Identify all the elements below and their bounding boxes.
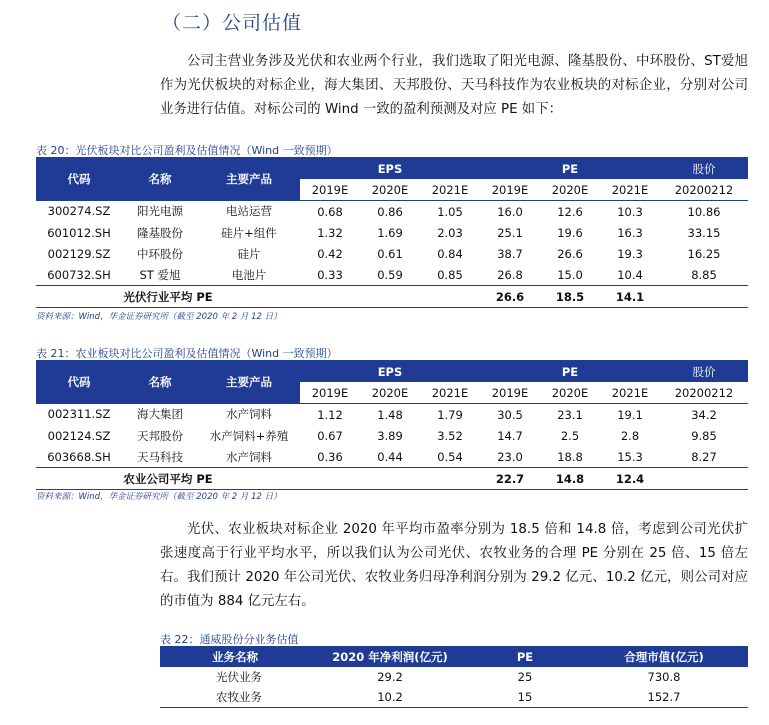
cell-product: 水产饲料+养殖 bbox=[209, 428, 289, 443]
table-row bbox=[36, 201, 748, 223]
cell-name: 阳光电源 bbox=[137, 204, 183, 219]
table22-header-segment: 业务名称 bbox=[160, 647, 310, 667]
average-pe: 26.6 bbox=[480, 286, 540, 308]
table21-header-name: 名称 bbox=[122, 361, 198, 404]
table21-year: 2021E bbox=[420, 382, 480, 404]
table21-header-price: 股价 bbox=[660, 361, 748, 382]
cell-value: 9.85 bbox=[691, 428, 717, 443]
cell-product: 电池片 bbox=[231, 267, 267, 282]
table21-header-pe: PE bbox=[480, 361, 660, 382]
cell-product: 硅片+组件 bbox=[221, 225, 277, 240]
cell-value: 2.8 bbox=[620, 428, 640, 443]
cell-value: 730.8 bbox=[647, 670, 681, 684]
average-label: 光伏行业平均 PE bbox=[36, 286, 300, 308]
table21-year: 2020E bbox=[540, 382, 600, 404]
cell-name: 天马科技 bbox=[137, 449, 183, 464]
cell-code: 603668.SH bbox=[47, 449, 111, 464]
table20-year: 2020E bbox=[540, 179, 600, 201]
table20-average-row bbox=[36, 286, 748, 308]
cell-value: 15.0 bbox=[557, 267, 583, 282]
average-pe: 14.8 bbox=[540, 468, 600, 490]
cell-value: 0.36 bbox=[317, 449, 343, 464]
cell-code: 002124.SZ bbox=[47, 428, 111, 443]
table-row bbox=[36, 222, 748, 243]
intro-paragraph: 公司主营业务涉及光伏和农业两个行业，我们选取了阳光电源、隆基股份、中环股份、ST爱旭作为光伏板块的对标企业，海大集团、天邦股份、天马科技作为农业板块的对标企业，分别对公司业务进行估值。对标公司的 Wind 一致的盈利预测及对应 PE 如下： bbox=[160, 54, 748, 117]
cell-value: 8.27 bbox=[691, 449, 717, 464]
table-row bbox=[160, 687, 748, 708]
table20-header-eps: EPS bbox=[300, 158, 480, 179]
table20-header-pe: PE bbox=[480, 158, 660, 179]
section-title: （二）公司估值 bbox=[162, 12, 303, 34]
cell-value: 23.1 bbox=[557, 407, 583, 422]
cell-value: 0.84 bbox=[437, 246, 463, 261]
cell-value: 10.4 bbox=[617, 267, 643, 282]
cell-segment: 光伏业务 bbox=[216, 670, 262, 684]
cell-value: 0.68 bbox=[317, 204, 343, 219]
cell-value: 19.3 bbox=[617, 246, 643, 261]
cell-product: 硅片 bbox=[237, 246, 261, 261]
table20-caption: 表 20：光伏板块对比公司盈利及估值情况（Wind 一致预期） bbox=[36, 144, 338, 157]
cell-product: 水产饲料 bbox=[226, 407, 272, 422]
table22-caption: 表 22：通威股份分业务估值 bbox=[160, 633, 299, 646]
table20-pv-comparison bbox=[36, 158, 748, 308]
cell-code: 600732.SH bbox=[47, 267, 111, 282]
cell-value: 2.03 bbox=[437, 225, 463, 240]
cell-value: 12.6 bbox=[557, 204, 583, 219]
average-pe: 14.1 bbox=[600, 286, 660, 308]
table22-header-value: 合理市值(亿元) bbox=[580, 647, 748, 667]
cell-value: 10.86 bbox=[687, 204, 721, 219]
cell-code: 300274.SZ bbox=[47, 204, 111, 219]
cell-product: 水产饲料 bbox=[226, 449, 272, 464]
cell-value: 19.6 bbox=[557, 225, 583, 240]
table20-year: 2021E bbox=[600, 179, 660, 201]
table21-header-product: 主要产品 bbox=[198, 361, 300, 404]
cell-value: 33.15 bbox=[687, 225, 721, 240]
cell-value: 1.69 bbox=[377, 225, 403, 240]
cell-name: 隆基股份 bbox=[137, 225, 183, 240]
table20-year: 2020E bbox=[360, 179, 420, 201]
cell-value: 152.7 bbox=[580, 687, 748, 708]
table21-agri-comparison bbox=[36, 361, 748, 490]
cell-value: 0.61 bbox=[377, 246, 403, 261]
cell-value: 19.1 bbox=[617, 407, 643, 422]
cell-value: 1.12 bbox=[317, 407, 343, 422]
table-row bbox=[36, 404, 748, 426]
cell-value: 3.52 bbox=[437, 428, 463, 443]
table-row bbox=[36, 446, 748, 468]
cell-value: 0.67 bbox=[317, 428, 343, 443]
cell-value: 10.3 bbox=[617, 204, 643, 219]
cell-value: 15.3 bbox=[617, 449, 643, 464]
cell-value: 34.2 bbox=[691, 407, 717, 422]
cell-value: 16.3 bbox=[617, 225, 643, 240]
table-row bbox=[36, 243, 748, 264]
cell-value: 8.85 bbox=[691, 267, 717, 282]
table21-year: 2019E bbox=[480, 382, 540, 404]
table21-caption: 表 21：农业板块对比公司盈利及估值情况（Wind 一致预期） bbox=[36, 347, 338, 360]
cell-value: 0.54 bbox=[437, 449, 463, 464]
cell-value: 10.2 bbox=[310, 687, 470, 708]
table21-year: 2020E bbox=[360, 382, 420, 404]
table-row bbox=[36, 425, 748, 446]
cell-value: 1.32 bbox=[317, 225, 343, 240]
cell-value: 1.05 bbox=[437, 204, 463, 219]
table20-header-code: 代码 bbox=[36, 158, 122, 201]
table21-year: 2021E bbox=[600, 382, 660, 404]
table20-year: 20200212 bbox=[660, 179, 748, 201]
cell-code: 002129.SZ bbox=[47, 246, 111, 261]
cell-value: 2.5 bbox=[560, 428, 580, 443]
cell-value: 25 bbox=[517, 670, 533, 684]
table21-year: 2019E bbox=[300, 382, 360, 404]
cell-value: 1.79 bbox=[437, 407, 463, 422]
average-label: 农业公司平均 PE bbox=[36, 468, 300, 490]
cell-value: 38.7 bbox=[497, 246, 523, 261]
table20-year: 2019E bbox=[480, 179, 540, 201]
table20-header-price: 股价 bbox=[660, 158, 748, 179]
table21-header-code: 代码 bbox=[36, 361, 122, 404]
cell-value: 0.85 bbox=[437, 267, 463, 282]
cell-value: 0.86 bbox=[377, 204, 403, 219]
cell-value: 18.8 bbox=[557, 449, 583, 464]
table-row bbox=[36, 264, 748, 286]
table20-header-name: 名称 bbox=[122, 158, 198, 201]
cell-value: 30.5 bbox=[497, 407, 523, 422]
conclusion-paragraph: 光伏、农业板块对标企业 2020 年平均市盈率分别为 18.5 倍和 14.8 倍，考虑到公司光伏扩张速度高于行业平均水平，所以我们认为公司光伏、农牧业务的合理 PE 分别在 25 倍、15 倍左右。我们预计 2020 年公司光伏、农牧业务归母净利润分别为 29.2 亿元、10.2 亿元，则公司对应的市值为 884 亿元左右。 bbox=[160, 522, 748, 609]
cell-value: 0.59 bbox=[377, 267, 403, 282]
table21-header-eps: EPS bbox=[300, 361, 480, 382]
table21-source: 资料来源：Wind，华金证券研究所（截至 2020 年 2 月 12 日） bbox=[36, 492, 282, 502]
table21-year: 20200212 bbox=[660, 382, 748, 404]
cell-name: 天邦股份 bbox=[137, 428, 183, 443]
cell-product: 电站运营 bbox=[226, 204, 272, 219]
cell-value: 14.7 bbox=[497, 428, 523, 443]
cell-name: ST 爱旭 bbox=[139, 267, 181, 282]
cell-value: 3.89 bbox=[377, 428, 403, 443]
cell-value: 0.33 bbox=[317, 267, 343, 282]
cell-value: 25.1 bbox=[497, 225, 523, 240]
table20-source: 资料来源：Wind，华金证券研究所（截至 2020 年 2 月 12 日） bbox=[36, 312, 282, 322]
cell-name: 海大集团 bbox=[137, 407, 183, 422]
table20-year: 2021E bbox=[420, 179, 480, 201]
cell-value: 16.25 bbox=[687, 246, 721, 261]
table21-average-row bbox=[36, 468, 748, 490]
table-row bbox=[160, 667, 748, 687]
cell-code: 002311.SZ bbox=[47, 407, 111, 422]
average-pe: 22.7 bbox=[480, 468, 540, 490]
cell-code: 601012.SH bbox=[47, 225, 111, 240]
cell-value: 26.6 bbox=[557, 246, 583, 261]
average-pe: 18.5 bbox=[540, 286, 600, 308]
average-pe: 12.4 bbox=[600, 468, 660, 490]
cell-value: 15 bbox=[470, 687, 580, 708]
cell-value: 16.0 bbox=[497, 204, 523, 219]
cell-value: 23.0 bbox=[497, 449, 523, 464]
table20-header-product: 主要产品 bbox=[198, 158, 300, 201]
cell-value: 1.48 bbox=[377, 407, 403, 422]
cell-value: 29.2 bbox=[377, 670, 403, 684]
table22-header-pe: PE bbox=[470, 647, 580, 667]
table20-year: 2019E bbox=[300, 179, 360, 201]
cell-value: 0.42 bbox=[317, 246, 343, 261]
cell-name: 中环股份 bbox=[137, 246, 183, 261]
cell-segment: 农牧业务 bbox=[160, 687, 310, 708]
table22-header-profit: 2020 年净利润(亿元) bbox=[310, 647, 470, 667]
cell-value: 26.8 bbox=[497, 267, 523, 282]
cell-value: 0.44 bbox=[377, 449, 403, 464]
table22-segment-valuation bbox=[160, 647, 748, 708]
